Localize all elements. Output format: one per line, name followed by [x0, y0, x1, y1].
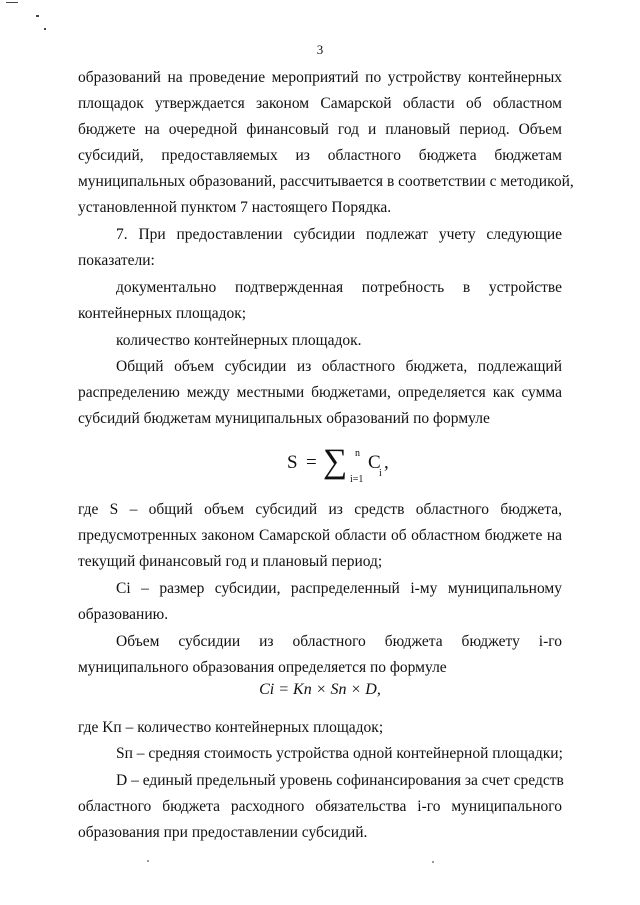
- formula-lower-limit: i=1: [350, 474, 364, 485]
- text-line: предусмотренных законом Самарской области об областном бюджете на: [78, 527, 562, 544]
- paragraph-start: Sп – средняя стоимость устройства одной контейнерной площадки;: [116, 745, 563, 762]
- formula-symbol: =: [306, 452, 317, 473]
- text-line: площадок утверждается законом Самарской области об областном: [78, 95, 562, 112]
- scan-mark: [6, 2, 18, 3]
- text-line: где Kп – количество контейнерных площадок;: [78, 719, 384, 736]
- paragraph-start: 7. При предоставлении субсидии подлежат учету следующие: [116, 226, 562, 243]
- text-line: образованию.: [78, 606, 169, 623]
- paragraph-start: Ci – размер субсидии, распределенный i-му муниципальному: [116, 580, 562, 597]
- text-line: муниципального образования определяется по формуле: [78, 659, 447, 676]
- formula-upper-limit: n: [355, 448, 360, 459]
- scan-dot: [147, 860, 149, 862]
- text-line: образования при предоставлении субсидий.: [78, 824, 368, 841]
- text-line: субсидий, предоставляемых из областного бюджета бюджетам: [78, 147, 562, 164]
- scan-dot: [432, 861, 434, 863]
- text-line: субсидий бюджетам муниципальных образований по формуле: [78, 410, 490, 427]
- paragraph-start: Объем субсидии из областного бюджета бюджету i-го: [116, 633, 562, 650]
- paragraph-start: количество контейнерных площадок.: [116, 332, 362, 349]
- text-line: распределению между местными бюджетами, определяется как сумма: [78, 384, 562, 401]
- text-line: показатели:: [78, 252, 155, 269]
- paragraph-start: Общий объем субсидии из областного бюджета, подлежащий: [116, 358, 562, 375]
- formula-symbol: C: [368, 452, 381, 473]
- scan-mark: [36, 15, 39, 17]
- paragraph-start: документально подтвержденная потребность в устройстве: [116, 279, 562, 296]
- text-line: где S – общий объем субсидий из средств областного бюджета,: [78, 501, 562, 518]
- sum-formula: [287, 443, 407, 486]
- text-line: областного бюджета расходного обязательства i-го муниципального: [78, 798, 562, 815]
- subsidy-formula: Ci = Kп × Sп × D,: [259, 681, 381, 698]
- page-number: 3: [316, 42, 324, 57]
- sigma-symbol: ∑: [323, 443, 348, 480]
- formula-symbol: S: [287, 452, 298, 473]
- paragraph-start: D – единый предельный уровень софинансирования за счет средств: [116, 772, 564, 789]
- text-line: бюджете на очередной финансовый год и плановый период. Объем: [78, 121, 562, 138]
- formula-subscript: i: [379, 468, 382, 479]
- text-line: текущий финансовый год и плановый период;: [78, 553, 383, 570]
- text-line: образований на проведение мероприятий по устройству контейнерных: [78, 69, 562, 86]
- formula-symbol: ,: [384, 452, 389, 473]
- text-line: установленной пунктом 7 настоящего Порядка.: [78, 199, 392, 216]
- text-line: муниципальных образований, рассчитывается в соответствии с методикой,: [78, 173, 574, 190]
- text-line: контейнерных площадок;: [78, 305, 247, 322]
- scan-mark: [44, 28, 46, 30]
